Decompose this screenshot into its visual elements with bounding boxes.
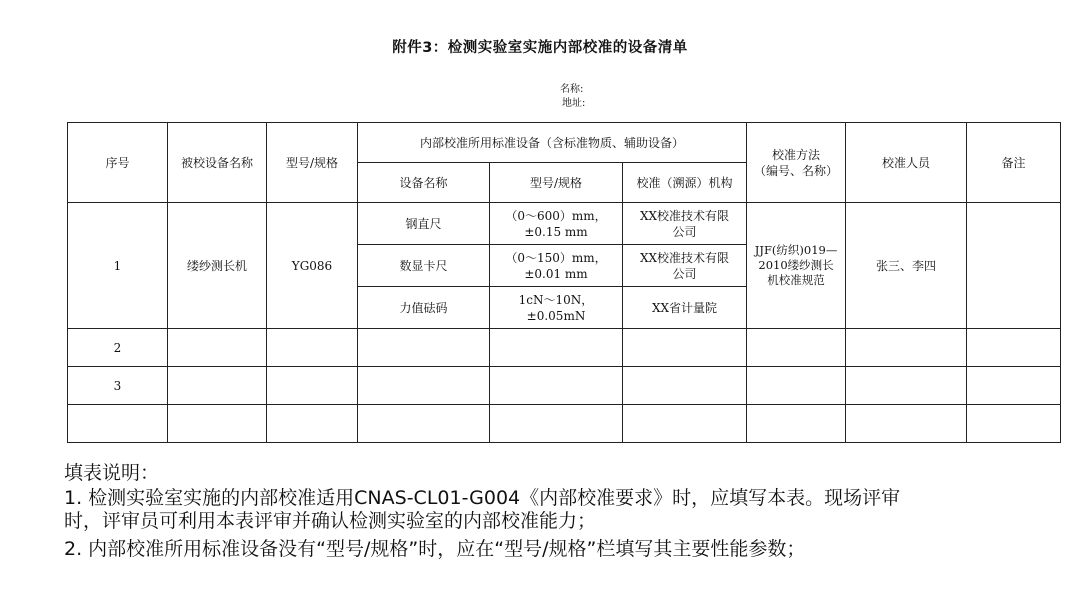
row3-seq: 3: [68, 367, 168, 405]
std-model-line2: ±0.15 mm: [524, 224, 588, 239]
row1-model: YG086: [267, 203, 358, 329]
empty-cell: [267, 367, 358, 405]
row1-device-name: 缕纱测长机: [168, 203, 267, 329]
std-org-line2: 公司: [672, 224, 697, 239]
std-model-line2: ±0.05mN: [526, 308, 586, 323]
method-line3: 机校准规范: [767, 273, 825, 287]
std-model-line1: 1cN～10N，: [518, 292, 594, 307]
empty-cell: [846, 405, 967, 443]
header-std-model: 型号/规格: [490, 163, 623, 203]
note-item-1-line2: 时，评审员可利用本表评审并确认检测实验室的内部校准能力；: [64, 510, 597, 532]
empty-cell: [846, 367, 967, 405]
row1-staff: 张三、李四: [846, 203, 967, 329]
header-standard-group: 内部校准所用标准设备（含标准物质、辅助设备）: [358, 123, 747, 163]
method-line1: JJF(纺织)019—: [754, 243, 838, 257]
row1-seq: 1: [68, 203, 168, 329]
empty-cell: [168, 405, 267, 443]
fill-instructions: [64, 462, 1064, 561]
empty-cell: [168, 329, 267, 367]
std-org-cell: [623, 203, 747, 245]
empty-cell: [623, 329, 747, 367]
std-model-line1: （0～150）mm，: [505, 250, 607, 265]
std-model-line2: ±0.01 mm: [524, 266, 588, 281]
std-org-cell: [623, 245, 747, 287]
header-row-1: [68, 123, 1061, 163]
header-std-org: 校准（溯源）机构: [623, 163, 747, 203]
header-method-line1: 校准方法: [772, 147, 821, 162]
empty-cell: [846, 329, 967, 367]
empty-cell: [358, 405, 490, 443]
empty-cell: [358, 367, 490, 405]
empty-cell: [168, 367, 267, 405]
method-line2: 2010缕纱测长: [758, 258, 834, 272]
table-row: [68, 405, 1061, 443]
empty-cell: [967, 329, 1061, 367]
table-row: [68, 203, 1061, 245]
name-label: 名称:: [560, 84, 584, 95]
address-label: 地址:: [562, 98, 586, 109]
row1-method: [747, 203, 846, 329]
empty-cell: [358, 329, 490, 367]
empty-cell: [623, 405, 747, 443]
note-item-2: 2. 内部校准所用标准设备没有“型号/规格”时，应在“型号/规格”栏填写其主要性能参数；: [64, 538, 806, 560]
std-model-cell: [490, 245, 623, 287]
empty-cell: [490, 329, 623, 367]
equipment-table: [67, 122, 1061, 443]
std-name-cell: 钢直尺: [358, 203, 490, 245]
empty-cell: [68, 405, 168, 443]
empty-cell: [267, 329, 358, 367]
row2-seq: 2: [68, 329, 168, 367]
std-org-cell: XX省计量院: [623, 287, 747, 329]
header-staff: 校准人员: [846, 123, 967, 203]
header-remark: 备注: [967, 123, 1061, 203]
empty-cell: [490, 405, 623, 443]
std-org-line1: XX校准技术有限: [639, 208, 730, 223]
header-device-name: 被校设备名称: [168, 123, 267, 203]
table-row: [68, 329, 1061, 367]
header-method: [747, 123, 846, 203]
header-model: 型号/规格: [267, 123, 358, 203]
empty-cell: [747, 367, 846, 405]
empty-cell: [490, 367, 623, 405]
std-model-cell: [490, 203, 623, 245]
header-seq: 序号: [68, 123, 168, 203]
empty-cell: [967, 405, 1061, 443]
note-item-1-line1: 1. 检测实验室实施的内部校准适用CNAS-CL01-G004《内部校准要求》时，应填写本表。现场评审: [64, 487, 901, 509]
std-org-line1: XX校准技术有限: [639, 250, 730, 265]
header-std-name: 设备名称: [358, 163, 490, 203]
empty-cell: [267, 405, 358, 443]
empty-cell: [967, 367, 1061, 405]
row1-remark: [967, 203, 1061, 329]
notes-heading: 填表说明：: [64, 462, 160, 484]
table-row: [68, 367, 1061, 405]
std-model-line1: （0～600）mm，: [505, 208, 607, 223]
std-name-cell: 力值砝码: [358, 287, 490, 329]
std-name-cell: 数显卡尺: [358, 245, 490, 287]
std-model-cell: [490, 287, 623, 329]
empty-cell: [747, 405, 846, 443]
header-method-line2: （编号、名称）: [754, 163, 839, 178]
empty-cell: [623, 367, 747, 405]
document-title: 附件3：检测实验室实施内部校准的设备清单: [392, 40, 688, 56]
empty-cell: [747, 329, 846, 367]
std-org-line2: 公司: [672, 266, 697, 281]
